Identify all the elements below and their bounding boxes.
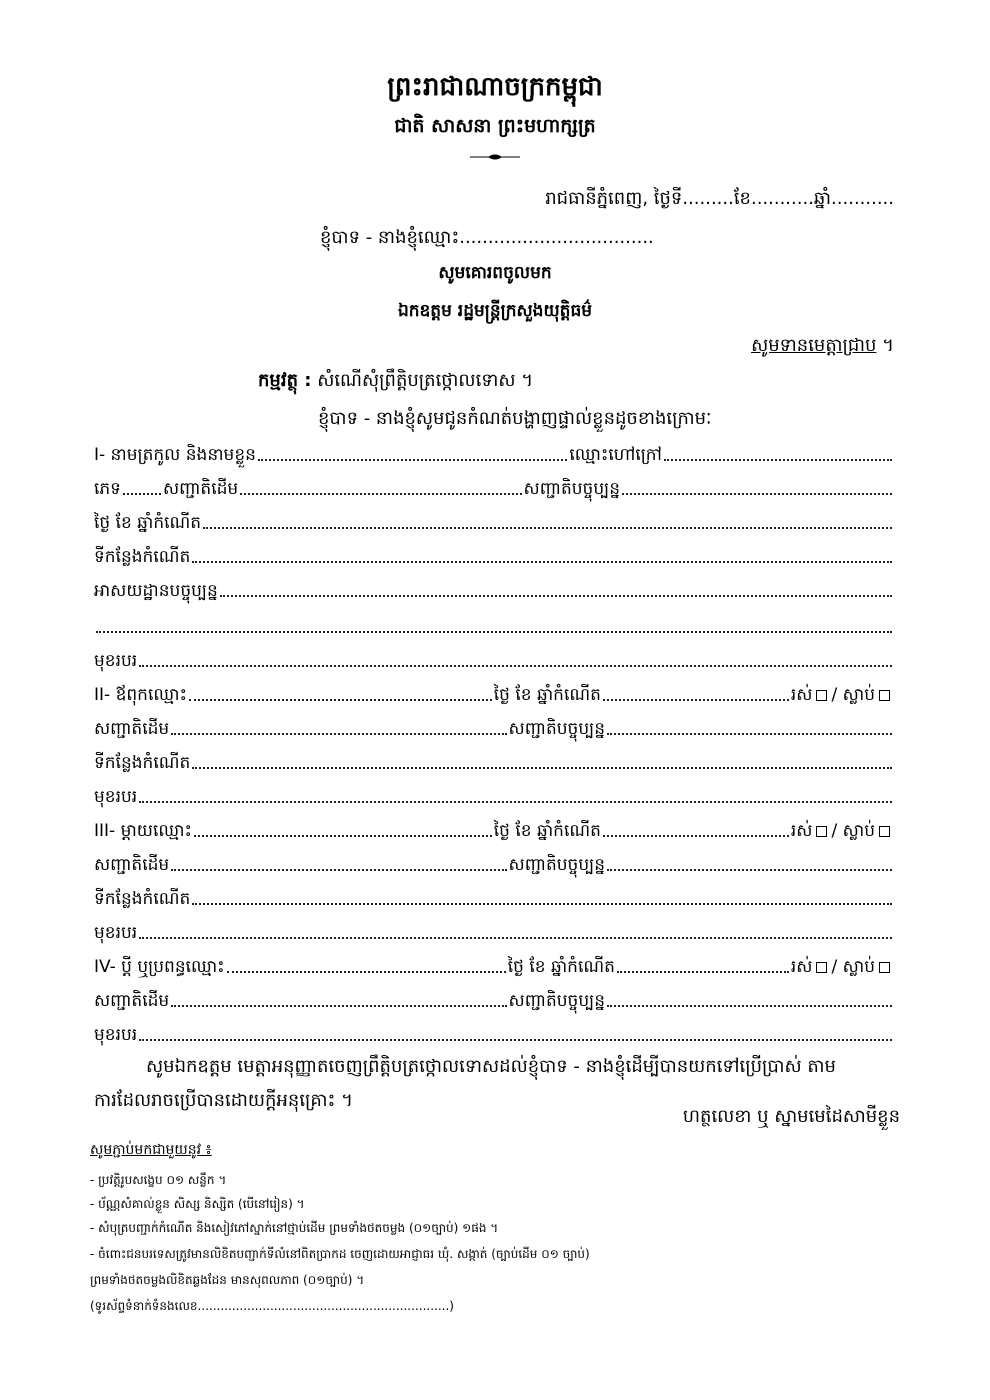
- field-row-mother-occupation: [94, 912, 894, 944]
- separator-slash: /: [831, 821, 838, 841]
- mother-dead-checkbox[interactable]: [879, 826, 890, 837]
- mother-name-field[interactable]: [194, 831, 492, 837]
- label-mother-dob: ថ្ងៃ ខែ ឆ្នាំកំណើត: [493, 821, 601, 841]
- father-pob-field[interactable]: [192, 763, 892, 769]
- intro-line: ខ្ញុំបាទ - នាងខ្ញុំសូមជូនកំណត់បង្ហាញផ្ទាល់ខ្លួនដូចខាងក្រោមៈ: [318, 408, 712, 429]
- attachment-item: - ប្រវត្តិរូបសង្ខេប ០១ សន្លឹក ។: [90, 1173, 227, 1187]
- attachment-item: - ប័ណ្ណសំគាល់ខ្លួន សិស្ស និស្សិត (បើនៅរៀន) ។: [90, 1197, 305, 1211]
- spouse-dead-checkbox[interactable]: [879, 962, 890, 973]
- father-nationality-current-field[interactable]: [607, 729, 892, 735]
- field-row-father-name: [94, 674, 894, 706]
- address-field-continued[interactable]: [96, 627, 892, 633]
- label-spouse-occupation: មុខរបរ: [94, 1025, 138, 1045]
- label-dead: ស្លាប់: [842, 957, 875, 977]
- field-row-sex-nationality: [94, 468, 894, 500]
- label-occupation: មុខរបរ: [94, 651, 138, 671]
- field-row-spouse-nationality: [94, 980, 894, 1012]
- label-mother-nationality-origin: សញ្ជាតិដើម: [94, 855, 170, 875]
- recipient-line: ឯកឧត្តម រដ្ឋមន្ត្រីក្រសួងយុត្តិធម៌: [397, 301, 593, 321]
- field-row-occupation: [94, 640, 894, 672]
- label-father-name: II- ឪពុកឈ្មោះ: [94, 685, 187, 705]
- field-row-mother-name: [94, 810, 894, 842]
- mother-status: [791, 820, 894, 842]
- attachment-item: ព្រមទាំងថតចម្លងលិខិតឆ្លងដែន មានសុពលភាព (០១ច្បាប់) ។: [90, 1273, 365, 1287]
- national-motto: ជាតិ សាសនា ព្រះមហាក្សត្រ: [394, 115, 596, 137]
- alias-field[interactable]: [664, 455, 892, 461]
- label-dead: ស្លាប់: [842, 821, 875, 841]
- label-alive: រស់: [790, 957, 813, 977]
- label-pob: ទីកន្លែងកំណើត: [94, 547, 191, 567]
- dob-field[interactable]: [203, 523, 892, 529]
- respect-line: សូមគោរពចូលមក: [438, 263, 552, 283]
- father-nationality-origin-field[interactable]: [171, 729, 506, 735]
- field-row-father-nationality: [94, 708, 894, 740]
- author-name-line: ខ្ញុំបាទ - នាងខ្ញុំឈ្មោះ..................................: [320, 227, 654, 248]
- mother-nationality-current-field[interactable]: [607, 865, 892, 871]
- label-sex: ភេទ: [94, 479, 121, 499]
- attachment-item: - សំបុត្របញ្ជាក់កំណើត និងសៀវភៅស្នាក់នៅថ្មាប់ដើម ព្រមទាំងថតចម្លង (០១ច្បាប់) ១ផង ។: [90, 1221, 499, 1235]
- spouse-alive-checkbox[interactable]: [816, 962, 827, 973]
- field-row-father-occupation: [94, 776, 894, 808]
- label-mother-nationality-current: សញ្ជាតិបច្ចុប្បន្ន: [508, 855, 605, 875]
- attachment-item: - ចំពោះជនបរទេសត្រូវមានលិខិតបញ្ជាក់ទីលំនៅពិតប្រាកដ ចេញដោយអាជ្ញាធរ ឃុំ. សង្កាត់ (ច្បាប់ដើម ០១ ច្បាប់): [90, 1247, 590, 1261]
- spouse-occupation-field[interactable]: [139, 1035, 892, 1041]
- separator-slash: /: [831, 685, 838, 705]
- full-name-field[interactable]: [258, 455, 567, 461]
- attachments-title: [90, 1140, 212, 1161]
- mother-occupation-field[interactable]: [139, 933, 892, 939]
- label-nationality-origin: សញ្ជាតិដើម: [162, 479, 239, 499]
- subject-line: [258, 368, 533, 395]
- label-alive: រស់: [790, 685, 813, 705]
- father-name-field[interactable]: [189, 695, 492, 701]
- mother-pob-field[interactable]: [192, 899, 892, 905]
- father-occupation-field[interactable]: [139, 797, 892, 803]
- date-line: រាជធានីភ្នំពេញ, ថ្ងៃទី.........ខែ...........ឆ្នាំ...........: [545, 188, 894, 209]
- label-father-nationality-origin: សញ្ជាតិដើម: [94, 719, 170, 739]
- label-nationality-current: សញ្ជាតិបច្ចុប្បន្ន: [523, 479, 620, 499]
- field-row-dob: [94, 502, 894, 534]
- label-mother-pob: ទីកន្លែងកំណើត: [94, 889, 191, 909]
- label-father-pob: ទីកន្លែងកំណើត: [94, 753, 191, 773]
- spouse-nationality-origin-field[interactable]: [171, 1001, 506, 1007]
- spouse-name-field[interactable]: [227, 967, 506, 973]
- subject-label: កម្មវត្ថុ :: [258, 370, 312, 391]
- inform-line: [751, 333, 894, 360]
- inform-end: ។: [876, 335, 894, 356]
- father-dead-checkbox[interactable]: [879, 690, 890, 701]
- attachments-title-text: សូមភ្ជាប់មកជាមួយនូវ ៖: [90, 1142, 212, 1158]
- label-dead: ស្លាប់: [842, 685, 875, 705]
- label-alias: ឈ្មោះហៅក្រៅ: [569, 445, 662, 465]
- subject-text: សំណើសុំព្រឹត្តិបត្រថ្កោលទោស ។: [311, 370, 534, 391]
- field-row-spouse-occupation: [94, 1014, 894, 1046]
- address-field[interactable]: [220, 591, 892, 597]
- pob-field[interactable]: [192, 557, 892, 563]
- field-row-spouse-name: [94, 946, 894, 978]
- nationality-origin-field[interactable]: [240, 489, 521, 495]
- spouse-nationality-current-field[interactable]: [607, 1001, 892, 1007]
- label-spouse-name: IV- ប្តី ឬប្រពន្ធឈ្មោះ: [94, 957, 225, 977]
- field-row-mother-pob: [94, 878, 894, 910]
- field-row-mother-nationality: [94, 844, 894, 876]
- label-spouse-dob: ថ្ងៃ ខែ ឆ្នាំកំណើត: [507, 957, 615, 977]
- ornament-divider-icon: [0, 152, 990, 162]
- separator-slash: /: [831, 957, 838, 977]
- sex-field[interactable]: [123, 489, 161, 495]
- field-row-name: [94, 434, 894, 466]
- label-mother-name: III- ម្តាយឈ្មោះ: [94, 821, 192, 841]
- father-status: [791, 684, 894, 706]
- label-father-occupation: មុខរបរ: [94, 787, 138, 807]
- label-alive: រស់: [790, 821, 813, 841]
- spouse-dob-field[interactable]: [617, 967, 789, 973]
- father-dob-field[interactable]: [603, 695, 789, 701]
- mother-nationality-origin-field[interactable]: [171, 865, 506, 871]
- signature-label: ហត្ថលេខា ឬ ស្នាមមេដៃសាមីខ្លួន: [682, 1106, 900, 1127]
- label-mother-occupation: មុខរបរ: [94, 923, 138, 943]
- field-row-father-pob: [94, 742, 894, 774]
- spouse-status: [791, 956, 894, 978]
- kingdom-title: ព្រះរាជាណាចក្រកម្ពុជា: [387, 72, 603, 102]
- mother-dob-field[interactable]: [603, 831, 789, 837]
- mother-alive-checkbox[interactable]: [816, 826, 827, 837]
- field-row-address-continued: [94, 606, 894, 638]
- request-paragraph-line1: សូមឯកឧត្តម មេត្តាអនុញ្ញាតចេញព្រឹត្តិបត្រថ្កោលទោសដល់ខ្ញុំបាទ - នាងខ្ញុំដើម្បីបានយកទៅប្រើប្រាស់ តាម: [146, 1056, 836, 1077]
- label-father-dob: ថ្ងៃ ខែ ឆ្នាំកំណើត: [493, 685, 601, 705]
- occupation-field[interactable]: [139, 661, 892, 667]
- request-paragraph-line2: ការដែលរាចប្រើបានដោយក្តីអនុគ្រោះ ។: [94, 1090, 354, 1111]
- field-row-pob: [94, 536, 894, 568]
- label-full-name: I- នាមត្រកូល និងនាមខ្លួន: [94, 445, 256, 465]
- label-address: អាសយដ្ឋានបច្ចុប្បន្ន: [94, 581, 218, 601]
- label-spouse-nationality-origin: សញ្ជាតិដើម: [94, 991, 170, 1011]
- attachment-item: (ទូរស័ព្ទទំនាក់ទំនងលេខ..................................................................): [90, 1299, 454, 1313]
- label-spouse-nationality-current: សញ្ជាតិបច្ចុប្បន្ន: [508, 991, 605, 1011]
- inform-text: សូមទានមេត្តាជ្រាប: [751, 335, 877, 356]
- label-dob: ថ្ងៃ ខែ ឆ្នាំកំណើត: [94, 513, 202, 533]
- father-alive-checkbox[interactable]: [816, 690, 827, 701]
- label-father-nationality-current: សញ្ជាតិបច្ចុប្បន្ន: [508, 719, 605, 739]
- nationality-current-field[interactable]: [622, 489, 892, 495]
- field-row-address: [94, 570, 894, 602]
